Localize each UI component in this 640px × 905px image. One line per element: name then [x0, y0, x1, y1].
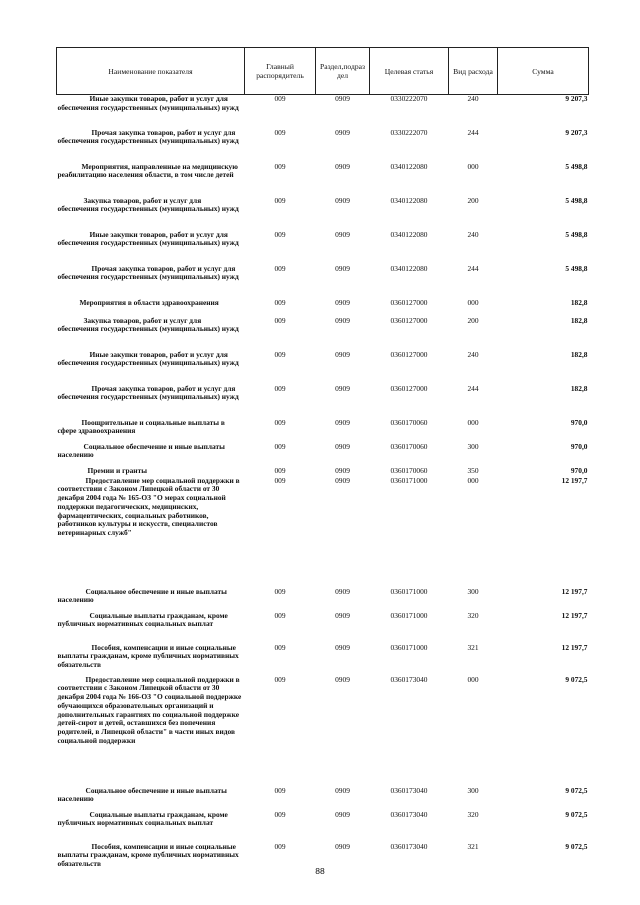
cell-article: 0360173040: [390, 809, 428, 819]
row-label: Социальное обеспечение и иные выплаты населению: [57, 441, 225, 460]
cell-sum: 9 207,3: [565, 127, 588, 137]
cell-section: 0909: [335, 586, 350, 596]
row-label: Мероприятия в области здравоохранения: [79, 297, 219, 307]
table-row: [57, 443, 589, 467]
cell-article: 0330222070: [390, 94, 428, 103]
header-admin: Главный распорядитель: [245, 48, 316, 95]
row-label: Пособия, компенсации и иные социальные выплаты гражданам, кроме публичных нормативных обязательств: [57, 642, 239, 669]
cell-article: 0360170060: [390, 441, 428, 451]
cell-section: 0909: [335, 841, 350, 851]
cell-article: 0360170060: [390, 417, 428, 427]
cell-sum: 12 197,7: [561, 610, 588, 620]
cell-article: 0330222070: [390, 127, 428, 137]
cell-section: 0909: [335, 674, 350, 684]
cell-section: 0909: [335, 785, 350, 795]
cell-sum: 970,0: [570, 417, 588, 427]
cell-sum: 5 498,8: [565, 161, 588, 171]
cell-section: 0909: [335, 610, 350, 620]
cell-kind: 320: [467, 610, 479, 620]
cell-sum: 12 197,7: [561, 475, 588, 485]
cell-kind: 244: [467, 383, 479, 393]
cell-article: 0340122080: [390, 229, 428, 239]
row-label: Иные закупки товаров, работ и услуг для обеспечения государственных (муниципальных) нужд: [57, 349, 239, 368]
cell-kind: 000: [467, 674, 479, 684]
cell-admin: 009: [274, 465, 286, 475]
cell-section: 0909: [335, 417, 350, 427]
cell-section: 0909: [335, 229, 350, 239]
row-label: Иные закупки товаров, работ и услуг для обеспечения государственных (муниципальных) нужд: [57, 94, 239, 112]
cell-section: 0909: [335, 349, 350, 359]
cell-section: 0909: [335, 297, 350, 307]
cell-sum: 5 498,8: [565, 263, 588, 273]
cell-kind: 000: [467, 475, 479, 485]
cell-admin: 009: [274, 475, 286, 485]
cell-sum: 9 072,5: [565, 809, 588, 819]
cell-article: 0340122080: [390, 263, 428, 273]
cell-section: 0909: [335, 315, 350, 325]
cell-admin: 009: [274, 127, 286, 137]
cell-section: 0909: [335, 642, 350, 652]
cell-article: 0360173040: [390, 841, 428, 851]
cell-name: [57, 197, 245, 231]
cell-name: [57, 787, 245, 811]
cell-section: 0909: [335, 383, 350, 393]
table-row: [57, 231, 589, 265]
cell-kind: 240: [467, 94, 479, 103]
table-row: [57, 419, 589, 443]
cell-kind: 240: [467, 349, 479, 359]
cell-name: [57, 477, 245, 588]
cell-article: 0340122080: [390, 195, 428, 205]
cell-admin: 009: [274, 349, 286, 359]
cell-sum: 5 498,8: [565, 195, 588, 205]
cell-admin: 009: [274, 586, 286, 596]
cell-name: [57, 419, 245, 443]
cell-section: 0909: [335, 475, 350, 485]
table-row: [57, 612, 589, 644]
cell-name: [57, 676, 245, 787]
cell-sum: 182,8: [570, 297, 588, 307]
row-label: Закупка товаров, работ и услуг для обеспечения государственных (муниципальных) нужд: [57, 195, 239, 214]
cell-name: [57, 612, 245, 644]
cell-kind: 300: [467, 586, 479, 596]
cell-article: 0360170060: [390, 465, 428, 475]
cell-sum: 970,0: [570, 465, 588, 475]
cell-sum: 5 498,8: [565, 229, 588, 239]
cell-name: [57, 351, 245, 385]
cell-admin: 009: [274, 674, 286, 684]
cell-section: 0909: [335, 263, 350, 273]
cell-kind: 320: [467, 809, 479, 819]
row-label: Прочая закупка товаров, работ и услуг для обеспечения государственных (муниципальных) нужд: [57, 127, 239, 146]
cell-admin: 009: [274, 94, 286, 103]
cell-article: 0340122080: [390, 161, 428, 171]
table-row: [57, 95, 589, 129]
row-label: Социальные выплаты гражданам, кроме публичных нормативных социальных выплат: [57, 809, 228, 828]
row-label: Социальное обеспечение и иные выплаты населению: [57, 586, 227, 605]
cell-kind: 244: [467, 263, 479, 273]
cell-sum: 182,8: [570, 383, 588, 393]
row-label: Закупка товаров, работ и услуг для обеспечения государственных (муниципальных) нужд: [57, 315, 239, 334]
cell-article: 0360171000: [390, 610, 428, 620]
table-row: [57, 385, 589, 419]
cell-kind: 244: [467, 127, 479, 137]
row-label: Поощрительные и социальные выплаты в сфере здравоохранения: [57, 417, 225, 436]
cell-name: [57, 317, 245, 351]
cell-name: [57, 385, 245, 419]
cell-article: 0360173040: [390, 674, 428, 684]
page-number: 88: [315, 866, 325, 876]
header-article: Целевая статья: [370, 48, 449, 95]
table-row: [57, 811, 589, 843]
cell-admin: 009: [274, 809, 286, 819]
row-label: Предоставление мер социальной поддержки в соответствии с Законом Липецкой области от 30 декабря 2004 года № 166-ОЗ "О социальной поддержке обучающихся образовательных организаций и дополнительных гарантиях по социальной поддержке детей-сирот и детей, оставшихся без попечения родителей, в Липецкой области" в части иных видов социальной поддержки: [57, 674, 242, 745]
cell-name: [57, 163, 245, 197]
cell-section: 0909: [335, 127, 350, 137]
cell-sum: 12 197,7: [561, 586, 588, 596]
table-row: [57, 588, 589, 612]
cell-kind: 350: [467, 465, 479, 475]
cell-article: 0360127000: [390, 349, 428, 359]
header-section: Раздел,подраз дел: [316, 48, 370, 95]
row-label: Социальное обеспечение и иные выплаты населению: [57, 785, 227, 804]
table-row: [57, 265, 589, 299]
cell-admin: 009: [274, 441, 286, 451]
cell-kind: 000: [467, 161, 479, 171]
header-kind: Вид расхода: [449, 48, 498, 95]
cell-name: [57, 299, 245, 317]
cell-admin: 009: [274, 785, 286, 795]
cell-admin: 009: [274, 841, 286, 851]
header-name: Наименование показателя: [57, 48, 245, 95]
cell-name: [57, 265, 245, 299]
cell-section: 0909: [335, 161, 350, 171]
cell-sum: 9 072,5: [565, 674, 588, 684]
table-body: [57, 95, 589, 875]
cell-name: [57, 95, 245, 129]
table-row: [57, 129, 589, 163]
row-label: Премии и гранты: [87, 465, 147, 475]
cell-admin: 009: [274, 195, 286, 205]
cell-admin: 009: [274, 383, 286, 393]
cell-name: [57, 467, 245, 477]
row-label: Прочая закупка товаров, работ и услуг для обеспечения государственных (муниципальных) нужд: [57, 263, 239, 282]
cell-sum: 9 207,3: [565, 94, 588, 103]
cell-admin: 009: [274, 315, 286, 325]
cell-kind: 321: [467, 642, 479, 652]
cell-admin: 009: [274, 610, 286, 620]
row-label: Прочая закупка товаров, работ и услуг для обеспечения государственных (муниципальных) нужд: [57, 383, 239, 402]
cell-name: [57, 588, 245, 612]
table-row: [57, 467, 589, 477]
cell-article: 0360127000: [390, 315, 428, 325]
budget-table: [56, 47, 589, 875]
cell-section: 0909: [335, 195, 350, 205]
cell-sum: 182,8: [570, 315, 588, 325]
row-label: Предоставление мер социальной поддержки в соответствии с Законом Липецкой области от 30 декабря 2004 года № 165-ОЗ "О мерах социальной поддержки педагогических, медицинских, фармацевтических, социальных работников, работников культуры и искусств, специалистов ветеринарных служб": [57, 475, 240, 537]
row-label: Пособия, компенсации и иные социальные выплаты гражданам, кроме публичных нормативных обязательств: [57, 841, 239, 868]
table-row: [57, 317, 589, 351]
cell-kind: 321: [467, 841, 479, 851]
cell-admin: 009: [274, 229, 286, 239]
table-header-row: [57, 48, 589, 95]
cell-article: 0360171000: [390, 586, 428, 596]
row-label: Мероприятия, направленные на медицинскую реабилитацию населения области, в том числе детей: [57, 161, 238, 180]
cell-kind: 000: [467, 417, 479, 427]
cell-sum: 182,8: [570, 349, 588, 359]
cell-kind: 200: [467, 195, 479, 205]
cell-admin: 009: [274, 263, 286, 273]
cell-name: [57, 811, 245, 843]
cell-kind: 240: [467, 229, 479, 239]
table-row: [57, 299, 589, 317]
table-row: [57, 197, 589, 231]
cell-article: 0360171000: [390, 475, 428, 485]
cell-name: [57, 443, 245, 467]
cell-section: 0909: [335, 441, 350, 451]
cell-admin: 009: [274, 642, 286, 652]
table-row: [57, 787, 589, 811]
table-row: [57, 477, 589, 588]
cell-section: 0909: [335, 94, 350, 103]
cell-article: 0360173040: [390, 785, 428, 795]
cell-name: [57, 231, 245, 265]
cell-section: 0909: [335, 465, 350, 475]
cell-name: [57, 644, 245, 676]
row-label: Социальные выплаты гражданам, кроме публичных нормативных социальных выплат: [57, 610, 228, 629]
cell-section: 0909: [335, 809, 350, 819]
cell-kind: 200: [467, 315, 479, 325]
cell-sum: 970,0: [570, 441, 588, 451]
table-row: [57, 351, 589, 385]
cell-sum: 9 072,5: [565, 841, 588, 851]
cell-admin: 009: [274, 161, 286, 171]
cell-kind: 300: [467, 441, 479, 451]
header-sum: Сумма: [498, 48, 589, 95]
cell-admin: 009: [274, 417, 286, 427]
table-row: [57, 163, 589, 197]
cell-name: [57, 129, 245, 163]
cell-article: 0360127000: [390, 297, 428, 307]
cell-kind: 000: [467, 297, 479, 307]
cell-sum: 9 072,5: [565, 785, 588, 795]
cell-sum: 12 197,7: [561, 642, 588, 652]
table-row: [57, 644, 589, 676]
cell-article: 0360127000: [390, 383, 428, 393]
cell-admin: 009: [274, 297, 286, 307]
row-label: Иные закупки товаров, работ и услуг для обеспечения государственных (муниципальных) нужд: [57, 229, 239, 248]
table-row: [57, 676, 589, 787]
cell-kind: 300: [467, 785, 479, 795]
cell-article: 0360171000: [390, 642, 428, 652]
